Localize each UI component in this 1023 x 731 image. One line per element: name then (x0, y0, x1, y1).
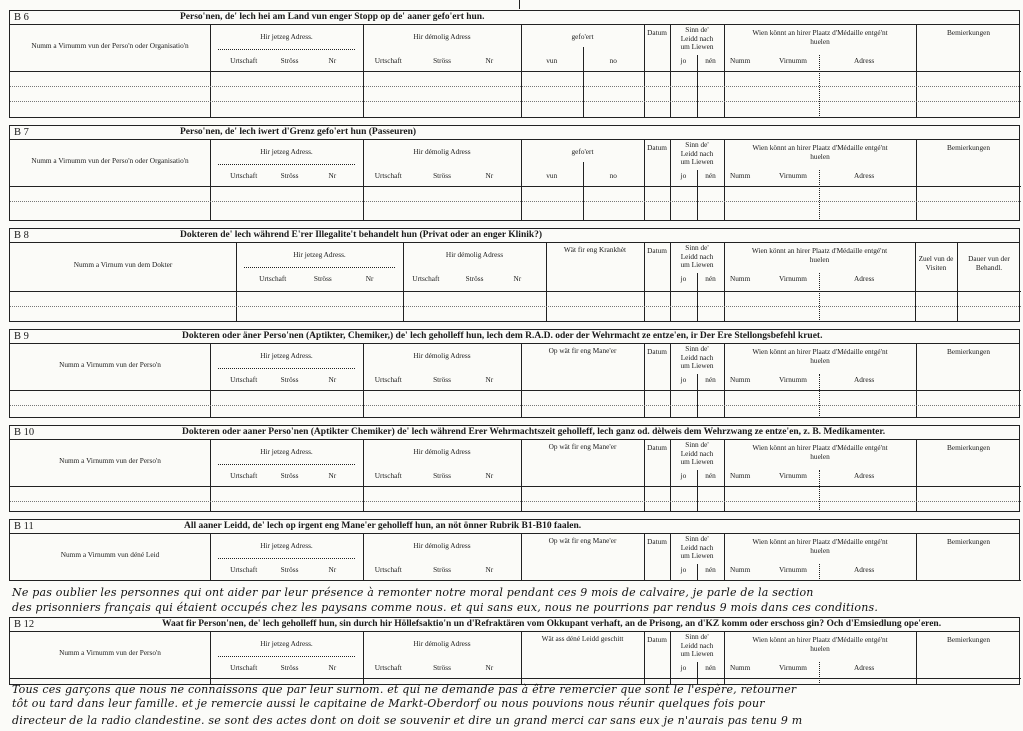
alive-header: Sinn de' Leidd nach um Liewen (680, 140, 714, 166)
section-b8 (9, 228, 1020, 322)
address-then-nr-label: Nr (485, 375, 494, 384)
address-sub-line (218, 464, 355, 465)
medal-header: Wien könnt an hirer Plaatz d'Médaille entgé'nt huelen (752, 443, 888, 461)
address-now-nr-label: Nr (328, 663, 337, 672)
alive-yes-label: jo (680, 565, 687, 574)
name-column-header: Numm a Virnumm vun déné Leid (60, 550, 160, 559)
medal-header: Wien könnt an hirer Plaatz d'Médaille entgé'nt huelen (752, 347, 888, 365)
medal-sub-label-0: Numm (730, 565, 751, 574)
column-divider (724, 139, 725, 221)
address-now-nr-label: Nr (328, 56, 337, 65)
address-now-header: Hir jetzeg Adress. (260, 639, 313, 648)
section-title-row (10, 126, 1019, 140)
column-divider (915, 242, 916, 322)
column-divider (724, 631, 725, 685)
section-code: B 8 (14, 230, 29, 241)
extra-sub-label-1: no (609, 56, 617, 65)
alive-no-label: nén (705, 471, 716, 480)
address-now-place-label: Urtschaft (230, 375, 258, 384)
medal-sub-label-2: Adress (854, 565, 875, 574)
address-now-nr-label: Nr (328, 375, 337, 384)
medal-sub-label-1: Virnumm (779, 565, 807, 574)
address-now-street-label: Ströss (280, 171, 299, 180)
section-b10 (9, 425, 1020, 512)
section-code: B 7 (14, 127, 29, 138)
address-now-header: Hir jetzeg Adress. (260, 447, 313, 456)
column-divider (724, 343, 725, 418)
remarks-header: Bemierkungen (947, 143, 990, 152)
address-now-header: Hir jetzeg Adress. (260, 147, 313, 156)
name-column-header: Numm a Virnumm vun der Perso'n (59, 360, 161, 369)
medal-sub-label-0: Numm (730, 171, 751, 180)
section-title-row (10, 229, 1019, 243)
medal-header: Wien könnt an hirer Plaatz d'Médaille entgé'nt huelen (751, 246, 888, 264)
medal-sub-label-0: Numm (730, 56, 751, 65)
header-bottom-line (10, 580, 1021, 581)
alive-no-label: nén (705, 565, 716, 574)
datum-header: Datum (647, 28, 667, 37)
entry-row-line (10, 201, 1021, 202)
medal-sub-label-2: Adress (854, 471, 875, 480)
alive-no-label: nén (705, 56, 716, 65)
section-code: B 9 (14, 331, 29, 342)
medal-header: Wien könnt an hirer Plaatz d'Médaille entgé'nt huelen (752, 635, 888, 653)
alive-no-label: nén (705, 274, 716, 283)
section-title: Perso'nen, de' lech iwert d'Grenz gefo'ert hun (Passeuren) (180, 127, 417, 137)
header-bottom-line (10, 678, 1021, 679)
alive-header: Sinn de' Leidd nach um Liewen (680, 632, 714, 658)
medal-sub-divider (819, 564, 820, 581)
section-title: Dokteren de' lech während E'rer Illegalite't behandelt hun (Privat oder an enger Klinik?) (180, 230, 543, 240)
address-now-street-label: Ströss (280, 375, 299, 384)
address-sub-line (244, 267, 395, 268)
column-divider (670, 631, 671, 685)
address-then-street-label: Ströss (433, 663, 451, 672)
address-then-place-label: Urtschaft (374, 375, 402, 384)
address-now-place-label: Urtschaft (230, 56, 258, 65)
address-now-street-label: Ströss (313, 274, 332, 283)
address-sub-line (218, 558, 355, 559)
alive-header: Sinn de' Leidd nach um Liewen (680, 440, 714, 466)
alive-yes-label: jo (680, 56, 687, 65)
column-divider (724, 242, 725, 322)
name-column-header: Numm a Virnumm vun der Perso'n oder Organisatio'n (31, 156, 189, 165)
address-then-street-label: Ströss (433, 565, 451, 574)
remarks-header: Bemierkungen (947, 537, 990, 546)
medal-sub-label-0: Numm (730, 663, 751, 672)
entry-row-line (10, 501, 1021, 502)
extra-column-header: Wät fir eng Krankhèt (563, 245, 627, 254)
column-divider (210, 533, 211, 581)
address-then-nr-label: Nr (513, 274, 522, 283)
section-code: B 11 (14, 521, 34, 532)
name-column-header: Numm a Virnum vun dem Dokter (73, 260, 173, 269)
entry-row-line (10, 306, 1021, 307)
section-code: B 6 (14, 12, 29, 23)
datum-header: Datum (647, 347, 667, 356)
remarks-header: Bemierkungen (947, 443, 990, 452)
address-then-street-label: Ströss (433, 171, 451, 180)
address-now-place-label: Urtschaft (230, 663, 258, 672)
address-then-header: Hir démolig Adress (413, 32, 471, 41)
address-then-street-label: Ströss (433, 56, 451, 65)
medal-sub-label-1: Virnumm (779, 663, 807, 672)
column-divider (363, 533, 364, 581)
header-bottom-line (10, 291, 1021, 292)
address-then-place-label: Urtschaft (374, 171, 402, 180)
alive-yes-label: jo (680, 375, 687, 384)
address-then-nr-label: Nr (485, 471, 494, 480)
address-then-place-label: Urtschaft (374, 56, 402, 65)
handwritten-note-b12-line3: directeur de la radio clandestine. se sont des actes dont on doit se souvenir et dire un grand merci car sans eux je n'aurais pas tenu 9 m (12, 714, 803, 727)
address-now-header: Hir jetzeg Adress. (293, 250, 346, 259)
remarks-header: Bemierkungen (947, 28, 990, 37)
medal-sub-label-0: Numm (730, 274, 751, 283)
alive-yes-label: jo (680, 471, 687, 480)
address-then-header: Hir démolig Adress (445, 250, 504, 259)
address-now-street-label: Ströss (280, 565, 299, 574)
duration-header: Dauer vun der Behandl. (968, 254, 1010, 272)
alive-header: Sinn de' Leidd nach um Liewen (680, 344, 714, 370)
section-title-row (10, 618, 1019, 632)
alive-header: Sinn de' Leidd nach um Liewen (680, 534, 714, 560)
address-then-nr-label: Nr (485, 56, 494, 65)
visits-header: Zuel vun de Visiten (918, 254, 954, 272)
header-bottom-line (10, 486, 1021, 487)
medal-sub-label-1: Virnumm (779, 56, 807, 65)
section-title: Waat fir Person'nen, de' lech geholleff hun, sin durch hir Höllefsaktio'n un d'Refraktären vom Okkupant verhaft, an de Prisong, an d'KZ komm oder erschoss gin? Och d'Emsiedlung ope'eren. (162, 619, 942, 629)
medal-sub-label-0: Numm (730, 471, 751, 480)
medal-sub-label-2: Adress (854, 171, 875, 180)
medal-sub-label-1: Virnumm (779, 375, 807, 384)
section-title: Perso'nen, de' lech hei am Land vun enger Stopp op de' aaner gefo'ert hun. (180, 12, 485, 22)
section-title: All aaner Leidd, de' lech op irgent eng Mane'er geholleff hun, an nöt önner Rubrik B1-B10 faalen. (184, 521, 582, 531)
medal-sub-label-1: Virnumm (779, 471, 807, 480)
address-now-nr-label: Nr (328, 565, 337, 574)
section-code: B 12 (14, 619, 35, 630)
address-now-header: Hir jetzeg Adress. (260, 32, 313, 41)
address-then-header: Hir démolig Adress (413, 447, 471, 456)
alive-header: Sinn de' Leidd nach um Liewen (680, 25, 714, 51)
address-then-header: Hir démolig Adress (413, 147, 471, 156)
section-b9 (9, 329, 1020, 418)
extra-sub-label-0: vun (546, 171, 558, 180)
section-b6 (9, 10, 1020, 118)
name-column-header: Numm a Virnumm vun der Perso'n oder Organisatio'n (31, 41, 189, 50)
address-now-place-label: Urtschaft (230, 565, 258, 574)
extra-column-header: Op wät fir eng Mane'er (548, 346, 617, 355)
section-title: Dokteren oder aaner Perso'nen (Aptikter Chemiker) de' lech während Erer Wehrmachtszeit geholleff, lech ganz od. dèlweis dem Wehrzwang ze entze'en, z. B. Medikamenter. (182, 427, 886, 437)
medal-sub-divider (819, 374, 820, 418)
address-then-header: Hir démolig Adress (413, 351, 471, 360)
section-title-row (10, 520, 1019, 534)
entry-row-line (10, 86, 1021, 87)
section-title: Dokteren oder äner Perso'nen (Aptikter, Chemiker,) de' lech geholleff hun, lech dem R.A.D. oder der Wehrmacht ze entze'en, ir Der Ere Stellongsbefehl kruet. (182, 331, 823, 341)
section-b7 (9, 125, 1020, 221)
extra-column-header: Op wät fir eng Mane'er (548, 442, 617, 451)
alive-yes-label: jo (680, 663, 687, 672)
datum-header: Datum (647, 443, 667, 452)
address-now-place-label: Urtschaft (230, 171, 258, 180)
extra-column-header: Wät ass déné Leidd geschitt (541, 634, 624, 643)
address-now-nr-label: Nr (328, 171, 337, 180)
remarks-header: Bemierkungen (947, 635, 990, 644)
address-now-street-label: Ströss (280, 56, 299, 65)
medal-sub-divider (819, 470, 820, 512)
alive-yes-label: jo (680, 171, 687, 180)
medal-sub-label-2: Adress (854, 56, 875, 65)
medal-sub-divider (819, 273, 820, 322)
address-then-street-label: Ströss (465, 274, 484, 283)
address-then-place-label: Urtschaft (374, 565, 402, 574)
medal-header: Wien könnt an hirer Plaatz d'Médaille entgé'nt huelen (752, 28, 888, 46)
name-column-header: Numm a Virnumm vun der Perso'n (59, 456, 161, 465)
address-now-street-label: Ströss (280, 471, 299, 480)
column-divider (957, 242, 958, 322)
address-then-place-label: Urtschaft (374, 471, 402, 480)
alive-yes-label: jo (680, 274, 687, 283)
medal-sub-divider (819, 662, 820, 685)
address-then-header: Hir démolig Adress (413, 639, 471, 648)
datum-header: Datum (647, 246, 667, 255)
medal-sub-label-1: Virnumm (779, 274, 807, 283)
handwritten-note-b12-line1: Tous ces garçons que nous ne connaissons que par leur surnom. et qui ne demande pas à être remercier que sont le l'espère, retourner (12, 683, 797, 696)
address-now-nr-label: Nr (365, 274, 374, 283)
section-code: B 10 (14, 427, 35, 438)
column-divider (724, 533, 725, 581)
alive-no-label: nén (705, 171, 716, 180)
address-then-place-label: Urtschaft (374, 663, 402, 672)
extra-sub-label-0: vun (546, 56, 558, 65)
medal-sub-label-2: Adress (854, 274, 875, 283)
address-then-street-label: Ströss (433, 375, 451, 384)
remarks-header: Bemierkungen (947, 347, 990, 356)
extra-column-header: gefo'ert (571, 147, 594, 156)
address-then-nr-label: Nr (485, 663, 494, 672)
entry-row-line (10, 405, 1021, 406)
medal-header: Wien könnt an hirer Plaatz d'Médaille entgé'nt huelen (752, 537, 888, 555)
medal-sub-divider (819, 170, 820, 221)
address-now-street-label: Ströss (280, 663, 299, 672)
extra-column-header: gefo'ert (571, 32, 594, 41)
section-title-row (10, 11, 1019, 25)
address-sub-line (218, 368, 355, 369)
datum-header: Datum (647, 537, 667, 546)
medal-sub-label-2: Adress (854, 663, 875, 672)
datum-header: Datum (647, 143, 667, 152)
address-now-header: Hir jetzeg Adress. (260, 541, 313, 550)
address-now-place-label: Urtschaft (230, 471, 258, 480)
top-tick-mark (519, 0, 520, 9)
address-sub-line (218, 164, 355, 165)
header-bottom-line (10, 71, 1021, 72)
section-b12 (9, 617, 1020, 685)
handwritten-note-b11-line1: Ne pas oublier les personnes qui ont aider par leur présence à remonter notre moral pendant ces 9 mois de calvaire, je parle de la section (12, 586, 814, 599)
section-b11 (9, 519, 1020, 581)
section-title-row (10, 330, 1019, 344)
address-sub-line (218, 49, 355, 50)
address-then-nr-label: Nr (485, 171, 494, 180)
extra-sub-divider (583, 162, 584, 221)
extra-sub-label-1: no (609, 171, 617, 180)
alive-header: Sinn de' Leidd nach um Liewen (680, 243, 714, 269)
address-then-header: Hir démolig Adress (413, 541, 471, 550)
address-now-place-label: Urtschaft (259, 274, 287, 283)
address-then-nr-label: Nr (485, 565, 494, 574)
header-bottom-line (10, 186, 1021, 187)
address-now-nr-label: Nr (328, 471, 337, 480)
address-now-header: Hir jetzeg Adress. (260, 351, 313, 360)
medal-sub-label-2: Adress (854, 375, 875, 384)
entry-row-line (10, 101, 1021, 102)
handwritten-note-b11-line2: des prisonniers français qui étaient occupés chez les paysans comme nous. et qui sans eux, nous ne pourrions par rendus 9 mois dans ces conditions. (12, 601, 879, 614)
address-sub-line (218, 656, 355, 657)
address-then-place-label: Urtschaft (412, 274, 440, 283)
medal-sub-label-1: Virnumm (779, 171, 807, 180)
extra-column-header: Op wät fir eng Mane'er (548, 536, 617, 545)
medal-sub-label-0: Numm (730, 375, 751, 384)
section-title-row (10, 426, 1019, 440)
medal-header: Wien könnt an hirer Plaatz d'Médaille entgé'nt huelen (752, 143, 888, 161)
datum-header: Datum (647, 635, 667, 644)
address-then-street-label: Ströss (433, 471, 451, 480)
handwritten-note-b12-line2: tôt ou tard dans leur famille. et je remercie aussi le capitaine de Markt-Oberdorf ou nous pouvions nous réunir quelques fois pour (12, 697, 765, 710)
alive-no-label: nén (705, 375, 716, 384)
name-column-header: Numm a Virnumm vun der Perso'n (59, 648, 161, 657)
header-bottom-line (10, 390, 1021, 391)
alive-no-label: nén (705, 663, 716, 672)
